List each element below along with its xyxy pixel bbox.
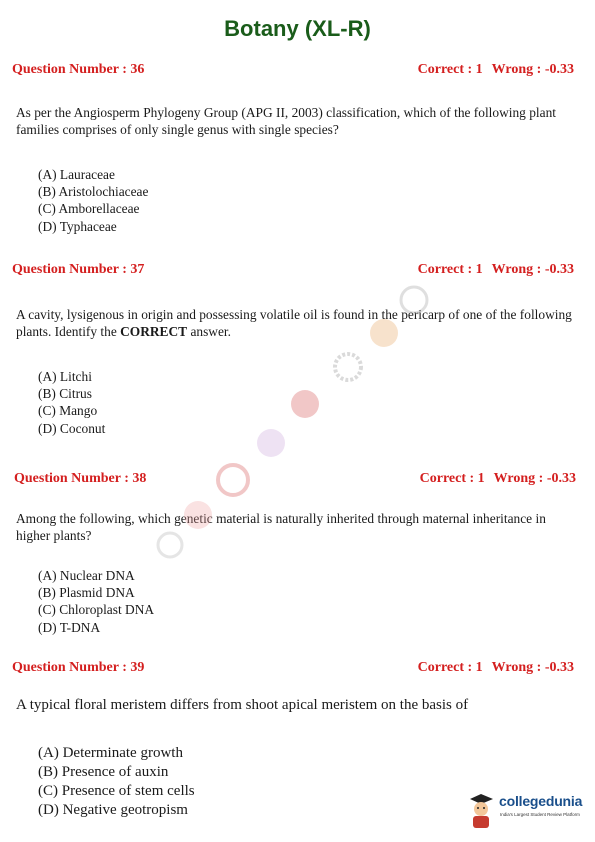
question-header-39: [12, 660, 574, 676]
option-c: (C) Chloroplast DNA: [38, 602, 155, 618]
logo-name: collegedunia: [499, 793, 583, 809]
correct-marks: Correct : 1: [417, 262, 483, 277]
correct-marks: Correct : 1: [417, 62, 483, 77]
question-text-part: A cavity, lysigenous in origin and possessing volatile oil is found in the pericarp of one of the following plants. Identify the: [16, 307, 572, 339]
option-d: (D) Coconut: [38, 420, 106, 436]
watermark-seal-icon: [335, 354, 361, 380]
watermark-seal-icon: [291, 390, 319, 418]
option-a: (A) Determinate growth: [38, 745, 183, 761]
question-text: Among the following, which genetic material is naturally inherited through maternal inheritance in higher plants?: [16, 511, 546, 543]
score-info: [418, 471, 576, 487]
option-a: (A) Lauraceae: [38, 167, 115, 182]
score-info: [416, 262, 574, 278]
question-number: Question Number : 39: [12, 660, 145, 675]
option-a: (A) Litchi: [38, 369, 92, 384]
collegedunia-logo: [466, 790, 590, 830]
option-d: (D) Negative geotropism: [38, 802, 188, 818]
option-c: (C) Amborellaceae: [38, 201, 140, 217]
wrong-marks: Wrong : -0.33: [491, 660, 574, 675]
watermark-seal-icon: [257, 429, 285, 457]
question-text: A typical floral meristem differs from shoot apical meristem on the basis of: [16, 697, 469, 713]
option-b: (B) Citrus: [38, 386, 92, 402]
option-b: (B) Presence of auxin: [38, 764, 169, 780]
options-list: [38, 166, 148, 235]
option-b: (B) Plasmid DNA: [38, 585, 135, 601]
question-text-emphasis: CORRECT: [120, 324, 188, 339]
wrong-marks: Wrong : -0.33: [493, 471, 576, 486]
question-number: Question Number : 37: [12, 262, 145, 277]
question-text: As per the Angiosperm Phylogeny Group (APG II, 2003) classification, which of the following plant families comprises of only single genus with single species?: [16, 105, 556, 137]
option-d: (D) T-DNA: [38, 619, 101, 635]
options-list: [38, 368, 105, 437]
score-info: [416, 660, 574, 676]
options-list: [38, 744, 195, 820]
score-info: [416, 62, 574, 78]
option-a: (A) Nuclear DNA: [38, 568, 135, 583]
question-number: Question Number : 38: [14, 471, 147, 486]
correct-marks: Correct : 1: [417, 660, 483, 675]
page-title: Botany (XL-R): [224, 16, 371, 41]
question-text-part: answer.: [187, 324, 231, 339]
question-header-37: [12, 262, 574, 278]
question-header-38: [14, 471, 576, 487]
graduate-mascot-icon: [466, 790, 496, 830]
option-b: (B) Aristolochiaceae: [38, 184, 149, 200]
option-c: (C) Mango: [38, 403, 98, 419]
question-header-36: [12, 62, 574, 78]
option-c: (C) Presence of stem cells: [38, 783, 195, 799]
wrong-marks: Wrong : -0.33: [491, 62, 574, 77]
wrong-marks: Wrong : -0.33: [491, 262, 574, 277]
logo-tagline: India's Largest Student Review Platform: [500, 812, 580, 817]
question-number: Question Number : 36: [12, 62, 145, 77]
question-text: [16, 306, 580, 340]
options-list: [38, 567, 154, 636]
option-d: (D) Typhaceae: [38, 218, 117, 234]
correct-marks: Correct : 1: [419, 471, 485, 486]
